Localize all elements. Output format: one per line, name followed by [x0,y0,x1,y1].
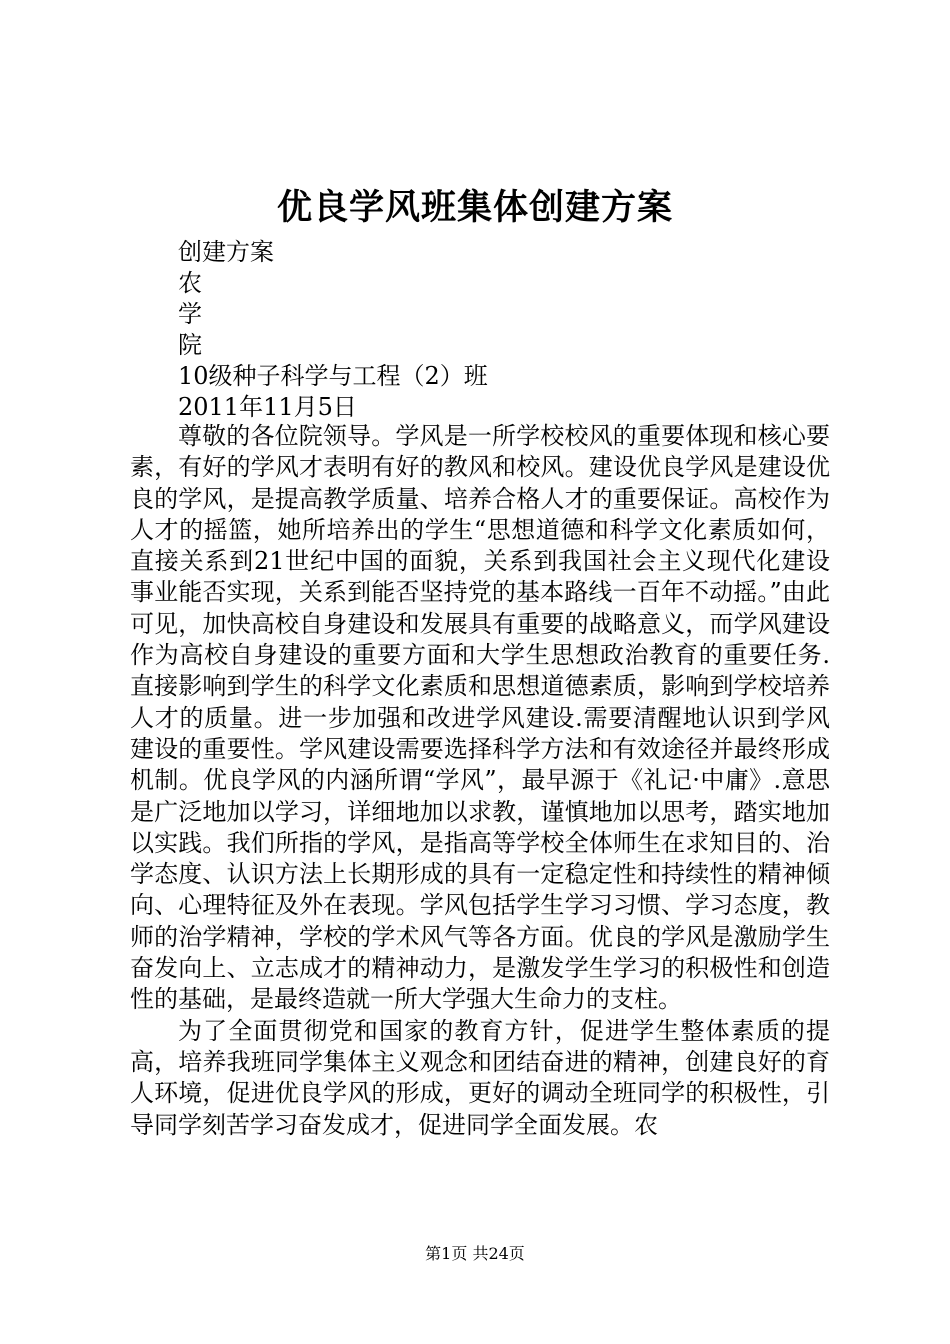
body-paragraph: 为了全面贯彻党和国家的教育方针，促进学生整体素质的提高，培养我班同学集体主义观念和团结奋进的精神，创建良好的育人环境，促进优良学风的形成，更好的调动全班同学的积极性，引导同学刻苦学习奋发成才，促进同学全面发展。农 [130,1016,830,1139]
meta-line: 10级种子科学与工程（2）班 [178,362,488,390]
document-meta [178,237,488,423]
body-paragraph: 尊敬的各位院领导。学风是一所学校校风的重要体现和核心要素，有好的学风才表明有好的教风和校风。建设优良学风是建设优良的学风，是提高教学质量、培养合格人才的重要保证。高校作为人才的摇篮，她所培养出的学生“思想道德和科学文化素质如何，直接关系到21世纪中国的面貌，关系到我国社会主义现代化建设事业能否实现，关系到能否坚持党的基本路线一百年不动摇。”由此可见，加快高校自身建设和发展具有重要的战略意义，而学风建设作为高校自身建设的重要方面和大学生思想政治教育的重要任务.直接影响到学生的科学文化素质和思想道德素质，影响到学校培养人才的质量。进一步加强和改进学风建设.需要清醒地认识到学风建设的重要性。学风建设需要选择科学方法和有效途径并最终形成机制。优良学风的内涵所谓“学风”，最早源于《礼记·中庸》.意思是广泛地加以学习，详细地加以求教，谨慎地加以思考，踏实地加以实践。我们所指的学风，是指高等学校全体师生在求知目的、治学态度、认识方法上长期形成的具有一定稳定性和持续性的精神倾向、心理特征及外在表现。学风包括学生学习习惯、学习态度，教师的治学精神，学校的学术风气等各方面。优良的学风是激励学生奋发向上、立志成才的精神动力，是激发学生学习的积极性和创造性的基础，是最终造就一所大学强大生命力的支柱。 [130,422,830,1014]
document-body [130,421,830,1141]
meta-line: 创建方案 [178,238,274,266]
page-footer: 第1页 共24页 [425,1244,525,1263]
meta-line: 学 [178,300,202,328]
document-title: 优良学风班集体创建方案 [276,187,673,228]
meta-line: 2011年11月5日 [178,393,357,421]
meta-line: 农 [178,269,202,297]
meta-line: 院 [178,331,202,359]
